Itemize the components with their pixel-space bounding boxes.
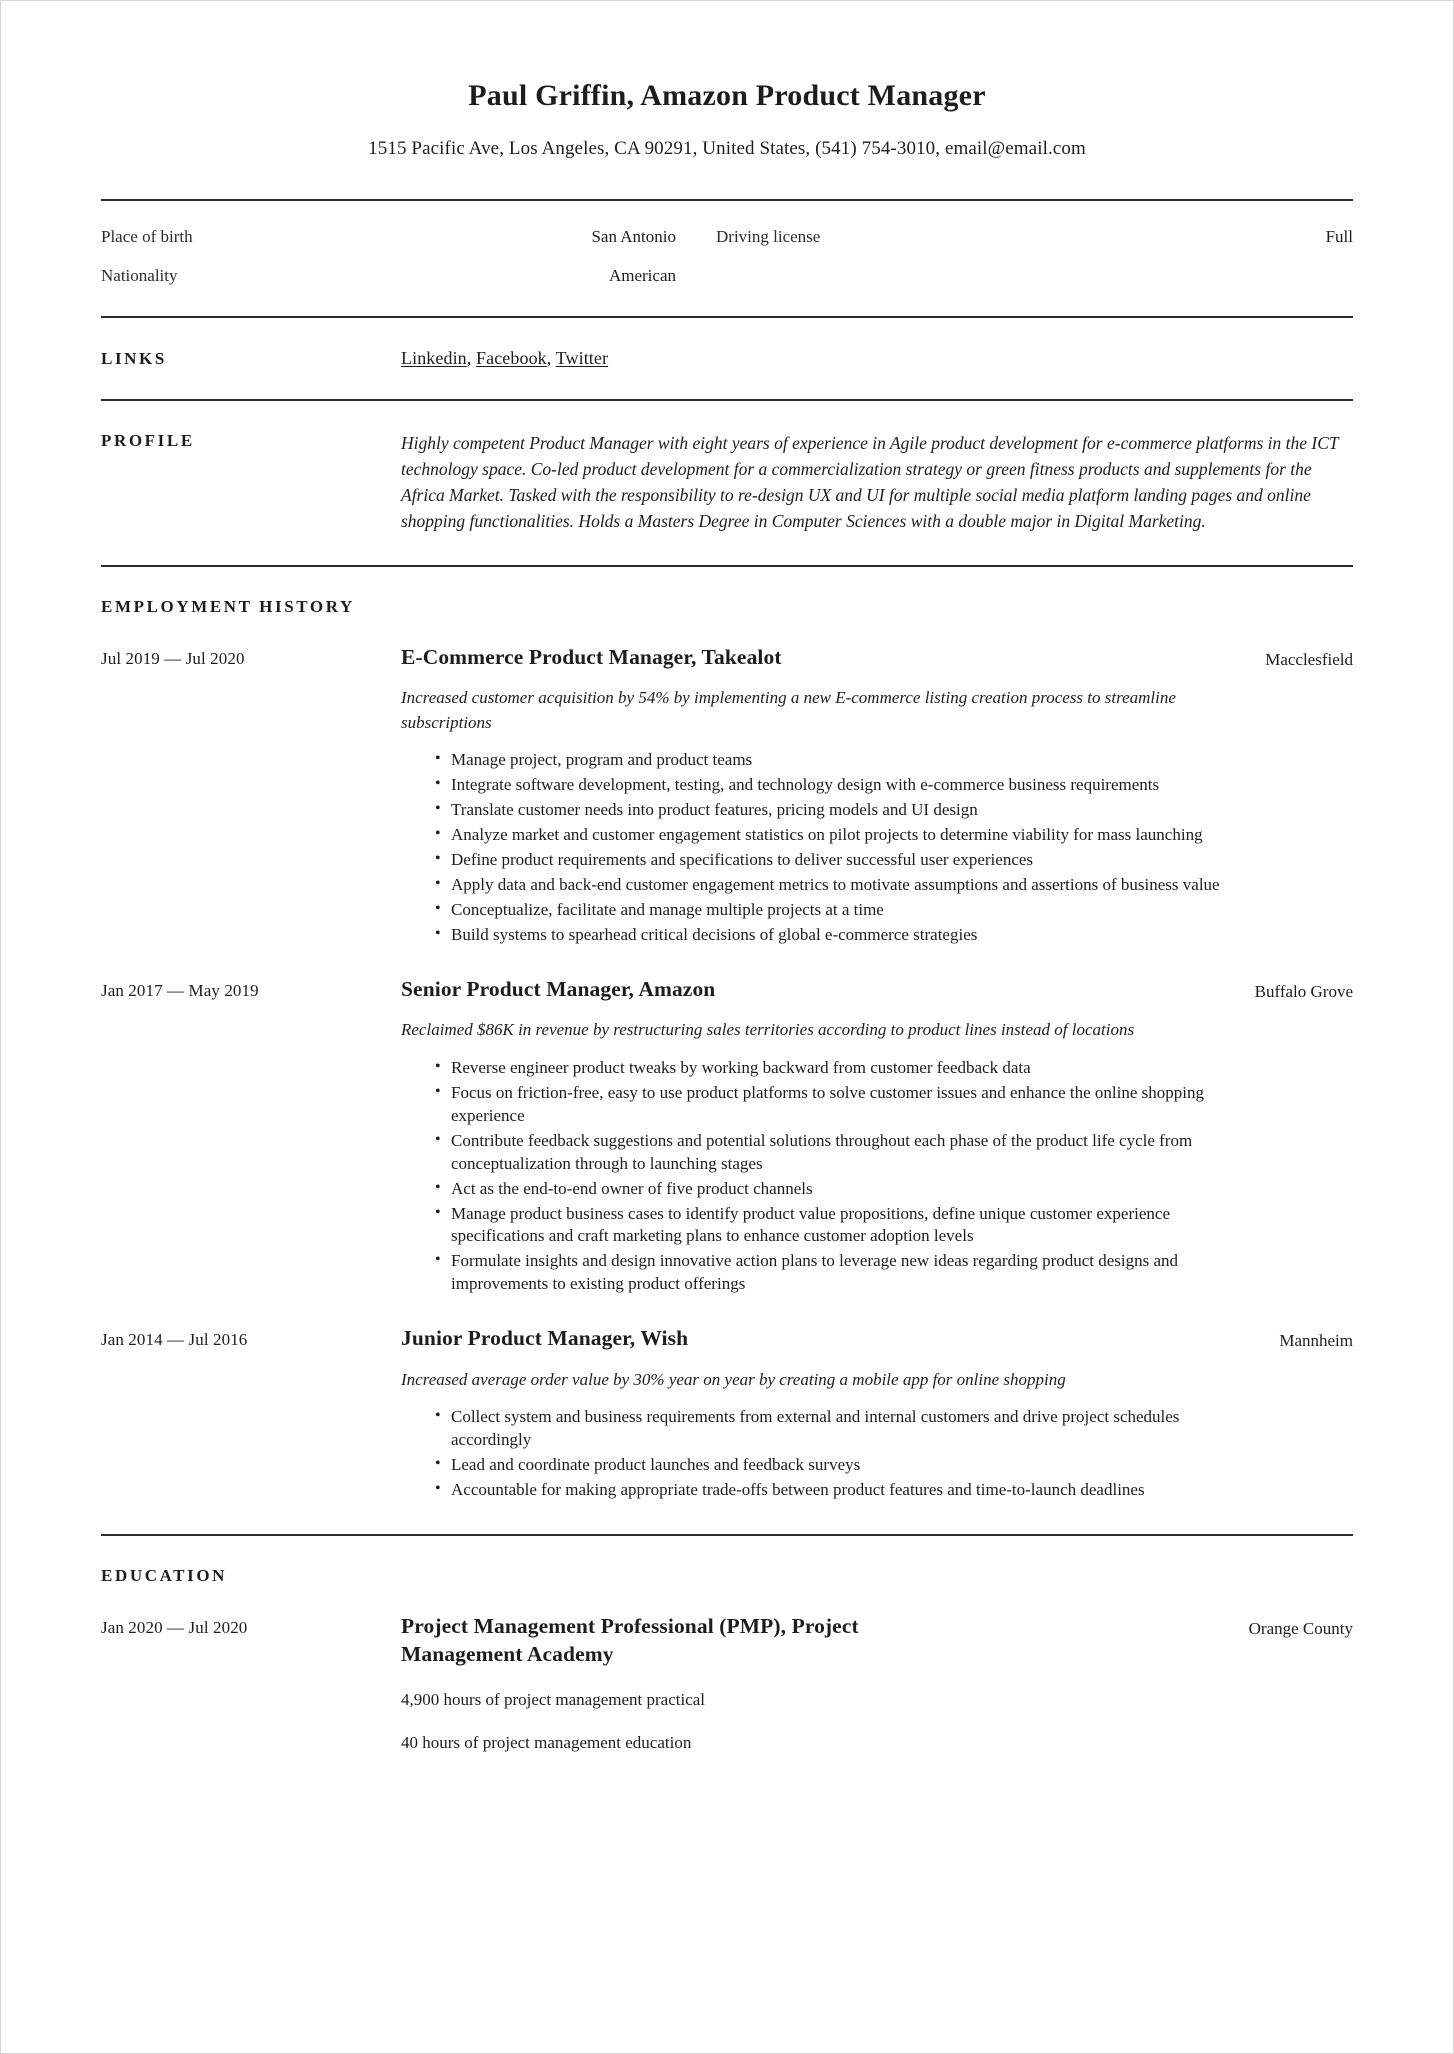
links-body: [401, 348, 1353, 369]
resume-header: [101, 77, 1353, 161]
education-detail-line: 4,900 hours of project management practical: [401, 1689, 705, 1709]
entry-dates: Jul 2019 — Jul 2020: [101, 648, 245, 668]
list-item: • Manage product business cases to identify product value propositions, define unique customer experience specifications and craft marketing plans to enhance customer adoption levels: [435, 1203, 1233, 1249]
entry-main: [401, 1612, 1353, 1754]
list-item: • Analyze market and customer engagement statistics on pilot projects to determine viability for mass launching: [435, 824, 1243, 847]
entry-main: [401, 975, 1353, 1298]
entry-title: Project Management Professional (PMP), Project Management Academy: [401, 1614, 859, 1667]
list-item: • Focus on friction-free, easy to use product platforms to solve customer issues and enhance the online shopping experience: [435, 1082, 1233, 1128]
detail-value-place-of-birth: San Antonio: [591, 227, 676, 247]
list-item: • Manage project, program and product teams: [435, 749, 1243, 772]
section-title-links: LINKS: [101, 349, 167, 369]
list-item: • Accountable for making appropriate trade-offs between product features and time-to-launch deadlines: [435, 1479, 1257, 1502]
section-title-employment-history: EMPLOYMENT HISTORY: [101, 596, 355, 616]
list-item: • Translate customer needs into product features, pricing models and UI design: [435, 799, 1243, 822]
link-linkedin[interactable]: Linkedin: [401, 348, 467, 369]
entry-location: Buffalo Grove: [1254, 981, 1353, 1001]
list-item: • Contribute feedback suggestions and potential solutions throughout each phase of the product life cycle from conceptualization through to launching stages: [435, 1130, 1233, 1176]
link-twitter[interactable]: Twitter: [555, 348, 609, 369]
divider-employment: [101, 1534, 1353, 1536]
detail-row: [101, 266, 1353, 286]
entry-dates: Jan 2014 — Jul 2016: [101, 1330, 248, 1350]
entry-location: Orange County: [1248, 1619, 1353, 1639]
entry-title: Junior Product Manager, Wish: [401, 1326, 689, 1351]
list-item: • Integrate software development, testing, and technology design with e-commerce business requirements: [435, 774, 1243, 797]
list-item: • Lead and coordinate product launches and feedback surveys: [435, 1454, 1257, 1477]
divider-details: [101, 316, 1353, 318]
profile-body: [401, 431, 1353, 535]
entry-title: E-Commerce Product Manager, Takealot: [401, 644, 782, 669]
entry-location: Mannheim: [1279, 1331, 1353, 1351]
profile-heading-col: [101, 431, 401, 451]
entry-bullets: [401, 749, 1243, 947]
list-item: • Define product requirements and specifications to deliver successful user experiences: [435, 849, 1243, 872]
links-list: [401, 348, 1353, 369]
employment-entry: [101, 643, 1353, 949]
entry-content: [401, 1324, 1279, 1504]
entry-summary: Reclaimed $86K in revenue by restructuring sales territories according to product lines instead of locations: [401, 1020, 1135, 1040]
page-title: Paul Griffin, Amazon Product Manager: [468, 79, 986, 112]
entry-content: [401, 975, 1255, 1298]
list-item: • Reverse engineer product tweaks by working backward from customer feedback data: [435, 1057, 1233, 1080]
list-item: • Build systems to spearhead critical decisions of global e-commerce strategies: [435, 924, 1243, 947]
profile-section: [101, 431, 1353, 535]
detail-label-driving-license: Driving license: [716, 227, 821, 247]
entry-location: Macclesfield: [1265, 649, 1353, 669]
links-separator: ,: [466, 348, 476, 369]
detail-label-nationality: Nationality: [101, 266, 178, 286]
entry-main: [401, 643, 1353, 949]
list-item: • Collect system and business requirements from external and internal customers and drive project schedules accordingly: [435, 1406, 1257, 1452]
link-facebook[interactable]: Facebook: [476, 348, 547, 369]
entry-content: [401, 1612, 1249, 1754]
entry-main: [401, 1324, 1353, 1504]
contact-line: 1515 Pacific Ave, Los Angeles, CA 90291, United States, (541) 754-3010, email@email.com: [368, 137, 1086, 159]
entry-dates: Jan 2017 — May 2019: [101, 980, 259, 1000]
links-heading-col: [101, 349, 401, 369]
entry-dates: Jan 2020 — Jul 2020: [101, 1618, 248, 1638]
links-section: [101, 348, 1353, 369]
resume-sheet: [1, 1, 1453, 2053]
divider-header: [101, 199, 1353, 201]
detail-row: [101, 227, 1353, 247]
list-item: • Apply data and back-end customer engagement metrics to motivate assumptions and assertions of business value: [435, 874, 1243, 897]
section-title-education: EDUCATION: [101, 1566, 228, 1586]
detail-value-driving-license: Full: [1325, 227, 1353, 247]
list-item: • Formulate insights and design innovative action plans to leverage new ideas regarding product designs and improvements to existing product offerings: [435, 1250, 1233, 1296]
education-entry: [101, 1612, 1353, 1754]
profile-text: Highly competent Product Manager with eight years of experience in Agile product development for e-commerce platforms in the ICT technology space. Co-led product development for a commercialization strategy or green fitness products and supplements for the Africa Market. Tasked with the responsibility to re-design UX and UI for multiple social media platform landing pages and online shopping functionalities. Holds a Masters Degree in Computer Sciences with a double major in Digital Marketing.: [401, 433, 1339, 531]
employment-entry: [101, 1324, 1353, 1504]
entry-title: Senior Product Manager, Amazon: [401, 976, 716, 1001]
personal-details: [101, 227, 1353, 286]
detail-value-nationality: American: [608, 266, 676, 286]
employment-entry: [101, 975, 1353, 1298]
section-title-profile: PROFILE: [101, 431, 195, 451]
detail-label-place-of-birth: Place of birth: [101, 227, 193, 247]
list-item: • Conceptualize, facilitate and manage multiple projects at a time: [435, 899, 1243, 922]
entry-bullets: [401, 1406, 1257, 1502]
entry-bullets: [401, 1057, 1233, 1296]
links-separator: ,: [546, 348, 556, 369]
divider-links: [101, 399, 1353, 401]
entry-content: [401, 643, 1265, 949]
list-item: • Act as the end-to-end owner of five product channels: [435, 1178, 1233, 1201]
entry-summary: Increased customer acquisition by 54% by implementing a new E-commerce listing creation process to streamline subscriptions: [401, 688, 1176, 732]
divider-profile: [101, 565, 1353, 567]
entry-summary: Increased average order value by 30% year on year by creating a mobile app for online shopping: [401, 1369, 1066, 1389]
education-detail-line: 40 hours of project management education: [401, 1732, 692, 1752]
